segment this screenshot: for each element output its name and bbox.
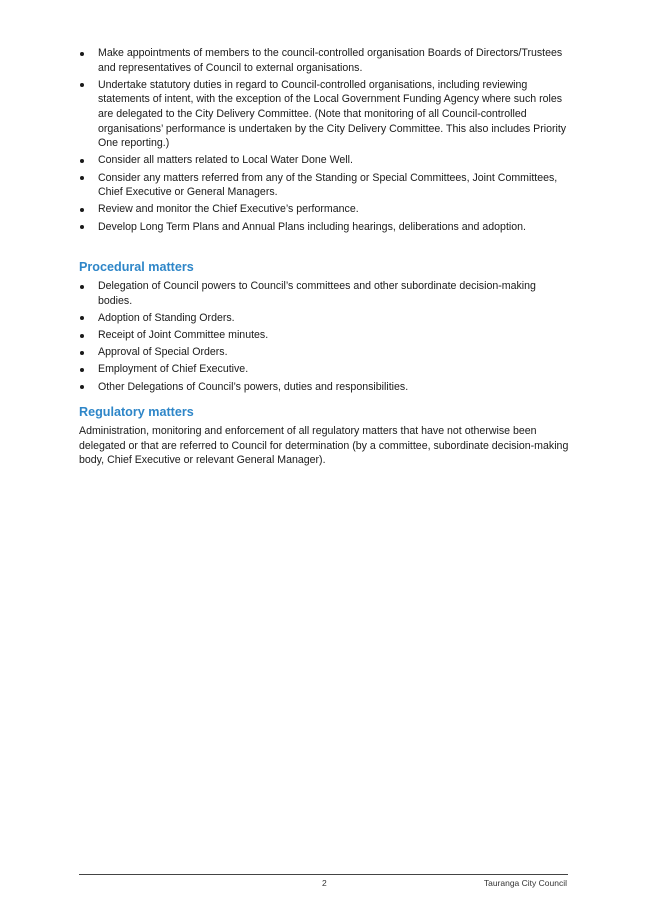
footer-divider	[79, 874, 568, 875]
list-item	[79, 279, 569, 308]
bullet-icon	[80, 208, 84, 212]
bullet-icon	[80, 225, 84, 229]
bullet-icon	[80, 351, 84, 355]
regulatory-paragraph: Administration, monitoring and enforcement of all regulatory matters that have not otherwise been delegated or that are referred to Council for determination (by a committee, subordinate decision-making body, Chief Executive or relevant General Manager).	[79, 425, 569, 467]
list-item-text: Consider all matters related to Local Water Done Well.	[98, 154, 353, 167]
bullet-icon	[80, 368, 84, 372]
list-item-text: Other Delegations of Council’s powers, duties and responsibilities.	[98, 380, 409, 393]
list-item-text: Receipt of Joint Committee minutes.	[98, 329, 269, 342]
bullet-icon	[80, 176, 84, 180]
list-item-text: Approval of Special Orders.	[98, 346, 228, 359]
footer-organisation: Tauranga City Council	[483, 878, 567, 888]
list-item-text: Develop Long Term Plans and Annual Plans including hearings, deliberations and adoption.	[98, 220, 526, 233]
list-item	[79, 380, 569, 395]
intro-section	[79, 46, 569, 234]
bullet-icon	[80, 83, 84, 87]
list-item	[79, 202, 569, 217]
list-item-text: Make appointments of members to the council-controlled organisation Boards of Directors/Trustees and representatives of Council to external organisations.	[98, 47, 563, 74]
intro-bullet-list	[79, 46, 569, 234]
list-item	[79, 328, 569, 343]
regulatory-section	[79, 404, 569, 468]
page-content	[79, 46, 569, 468]
list-item-text: Review and monitor the Chief Executive’s performance.	[98, 203, 359, 216]
bullet-icon	[80, 52, 84, 56]
procedural-bullet-list	[79, 279, 569, 394]
list-item	[79, 78, 569, 151]
list-item	[79, 220, 569, 235]
list-item	[79, 171, 569, 200]
bullet-icon	[80, 285, 84, 289]
bullet-icon	[80, 334, 84, 338]
list-item-text: Consider any matters referred from any of the Standing or Special Committees, Joint Committees, Chief Executive or General Managers.	[98, 171, 558, 199]
bullet-icon	[80, 159, 84, 163]
procedural-heading: Procedural matters	[79, 260, 194, 275]
list-item	[79, 153, 569, 168]
procedural-section	[79, 259, 569, 394]
list-item-text: Delegation of Council powers to Council’s committees and other subordinate decision-making bodies.	[98, 280, 536, 307]
list-item	[79, 311, 569, 326]
bullet-icon	[80, 385, 84, 389]
list-item	[79, 362, 569, 377]
list-item-text: Adoption of Standing Orders.	[98, 311, 235, 324]
page-number: 2	[322, 878, 327, 888]
list-item-text: Undertake statutory duties in regard to Council-controlled organisations, including reviewing statements of intent, with the exception of the Local Government Funding Agency where such roles are delegated to the City Delivery Committee. (Note that monitoring of all Council-controlled organisations’ performance is undertaken by the City Delivery Committee. This also includes Priority One reporting.)	[98, 78, 567, 150]
list-item	[79, 46, 569, 75]
regulatory-heading: Regulatory matters	[79, 405, 194, 420]
list-item	[79, 345, 569, 360]
list-item-text: Employment of Chief Executive.	[98, 363, 249, 376]
bullet-icon	[80, 316, 84, 320]
